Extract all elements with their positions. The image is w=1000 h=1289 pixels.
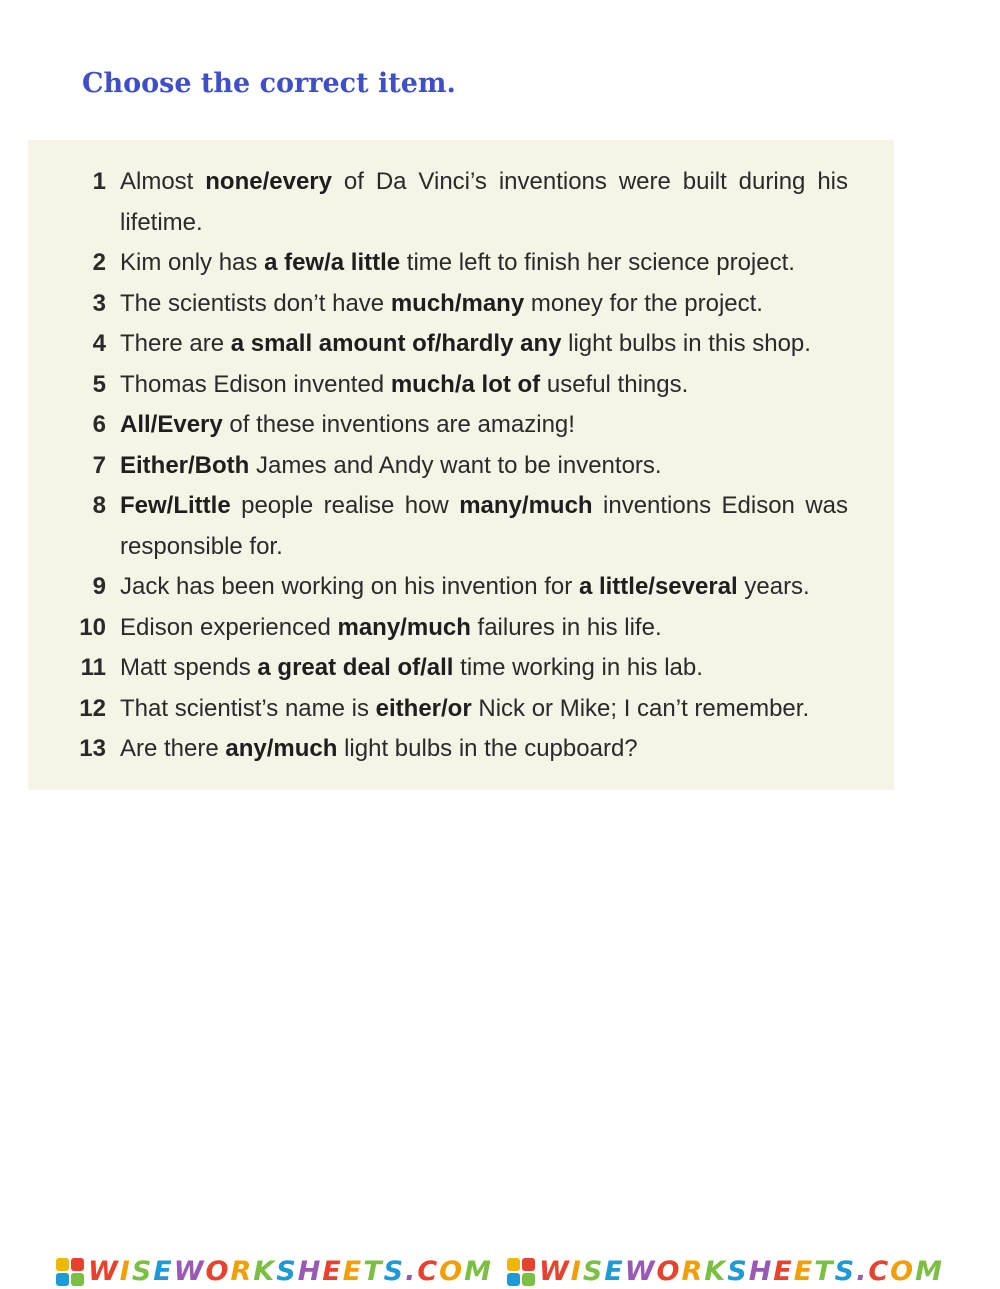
sentence-text: There are	[120, 330, 231, 357]
item-number: 10	[79, 613, 106, 641]
exercise-item	[88, 567, 848, 608]
choice-options: either/or	[375, 694, 472, 722]
sentence-text: of these inventions are amazing!	[222, 411, 575, 438]
item-text	[120, 654, 703, 681]
item-text	[120, 452, 662, 479]
sentence-text: time left to finish her science project.	[400, 249, 795, 276]
choice-options: much/many	[390, 289, 525, 317]
choice-options: a few/a little	[264, 249, 401, 276]
sentence-text: Edison experienced	[120, 613, 338, 641]
exercise-item	[79, 608, 848, 649]
item-number: 2	[92, 249, 106, 276]
exercise-item	[88, 162, 848, 243]
exercise-panel	[28, 140, 894, 790]
sentence-text: Kim only has	[120, 249, 265, 276]
choice-options: many/much	[459, 492, 593, 519]
choice-options: All/Every	[120, 411, 223, 438]
item-number: 13	[79, 735, 106, 762]
item-number: 1	[92, 168, 106, 195]
sentence-text: That scientist’s name is	[120, 694, 376, 722]
item-number: 11	[80, 654, 106, 681]
sentence-text: time working in his lab.	[453, 654, 703, 681]
sentence-text: James and Andy want to be inventors.	[249, 451, 662, 479]
item-text	[120, 735, 638, 762]
item-number: 5	[92, 370, 106, 398]
brand-text: WISEWORKSHEETS.COM	[88, 1256, 493, 1287]
sentence-text: years.	[737, 573, 810, 600]
sentence-text: Are there	[120, 735, 226, 762]
item-number: 4	[92, 330, 106, 357]
item-text	[120, 249, 795, 276]
sentence-text: light bulbs in the cupboard?	[337, 735, 638, 762]
item-text	[120, 695, 809, 722]
sentence-text: useful things.	[540, 370, 689, 398]
choice-options: a little/several	[578, 573, 738, 600]
item-text	[120, 573, 810, 600]
sentence-text: The scientists don’t have	[120, 289, 391, 317]
item-number: 8	[92, 492, 106, 519]
choice-options: any/much	[225, 735, 338, 762]
wiseworksheets-logo-icon	[507, 1258, 535, 1286]
sentence-text: Matt spends	[120, 654, 258, 681]
footer-watermark	[0, 1254, 1000, 1289]
exercise-item	[88, 284, 848, 325]
item-text	[120, 290, 763, 317]
item-text	[120, 411, 575, 438]
wiseworksheets-logo-icon	[56, 1258, 84, 1286]
exercise-list	[79, 162, 849, 770]
choice-options: none/every	[205, 168, 332, 195]
sentence-text: of Da Vinci’s inventions were built during his lifetime.	[120, 168, 848, 236]
item-number: 7	[92, 451, 106, 479]
sentence-text: people realise how	[230, 492, 460, 519]
item-number: 12	[79, 694, 106, 722]
exercise-item	[88, 405, 848, 446]
sentence-text: Thomas Edison invented	[120, 370, 391, 398]
choice-options: a small amount of/hardly any	[230, 330, 562, 357]
sentence-text: inventions Edison was responsible for.	[120, 492, 849, 560]
brand-2	[507, 1256, 944, 1287]
choice-options: a great deal of/all	[257, 654, 454, 681]
exercise-item	[79, 729, 848, 770]
brand-1	[56, 1256, 493, 1287]
item-text	[120, 162, 848, 243]
choice-options: much/a lot of	[390, 370, 541, 398]
item-text	[120, 486, 848, 567]
sentence-text: Nick or Mike; I can’t remember.	[471, 694, 810, 722]
instruction-heading: Choose the correct item.	[82, 68, 456, 99]
sentence-text: Jack has been working on his invention for	[120, 573, 579, 600]
item-text	[120, 614, 662, 641]
sentence-text: light bulbs in this shop.	[561, 330, 811, 357]
choice-options: Few/Little	[120, 492, 231, 519]
choice-options: many/much	[337, 613, 471, 641]
item-number: 3	[92, 289, 106, 317]
item-text	[120, 371, 688, 398]
item-number: 9	[92, 573, 106, 600]
exercise-item	[88, 486, 848, 567]
exercise-item	[88, 324, 848, 365]
sentence-text: Almost	[120, 168, 206, 195]
item-number: 6	[92, 411, 106, 438]
exercise-item	[88, 243, 848, 284]
sentence-text: failures in his life.	[470, 613, 662, 641]
exercise-item	[80, 648, 848, 689]
choice-options: Either/Both	[120, 451, 250, 479]
sentence-text: money for the project.	[524, 289, 763, 317]
exercise-item	[88, 365, 848, 406]
exercise-item	[79, 689, 848, 730]
exercise-item	[88, 446, 848, 487]
brand-text: WISEWORKSHEETS.COM	[539, 1256, 944, 1287]
item-text	[120, 330, 811, 357]
